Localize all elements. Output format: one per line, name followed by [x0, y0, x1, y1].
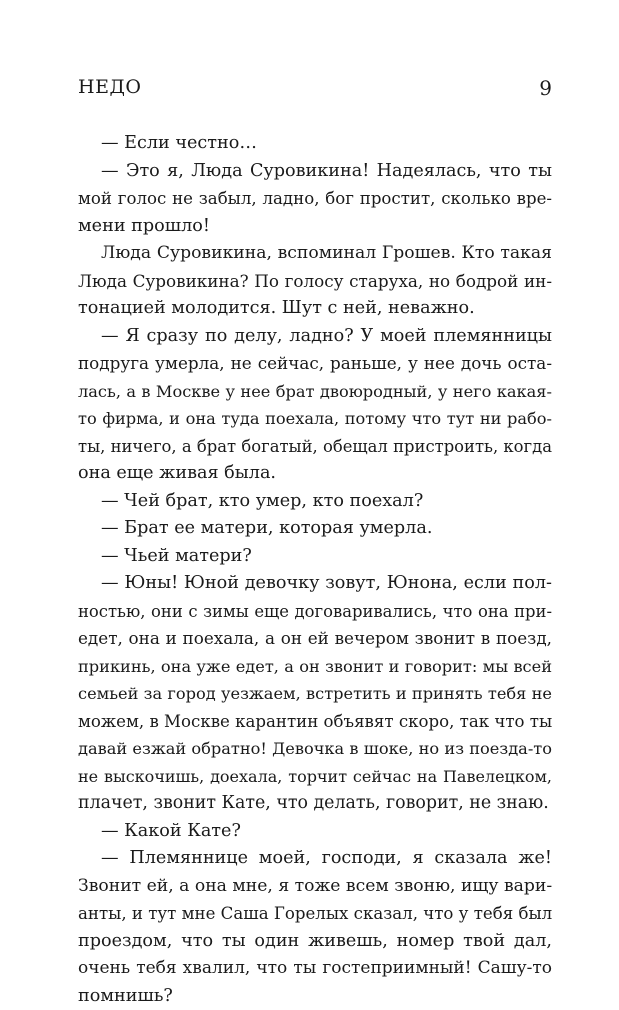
text-line: то фирма, и она туда поехала, потому что тут ни рабо- — [78, 405, 552, 433]
page-header — [78, 76, 552, 104]
text-line: — Юны! Юной девочку зовут, Юнона, если пол- — [78, 570, 552, 598]
text-line: Звонит ей, а она мне, я тоже всем звоню, ищу вари- — [78, 873, 552, 901]
text-line: — Чьей матери? — [78, 543, 552, 571]
text-line: едет, она и поехала, а он ей вечером звонит в поезд, — [78, 625, 552, 653]
text-line: подруга умерла, не сейчас, раньше, у нее дочь оста- — [78, 350, 552, 378]
text-line: мой голос не забыл, ладно, бог простит, сколько вре- — [78, 185, 552, 213]
text-line: плачет, звонит Кате, что делать, говорит, не знаю. — [78, 790, 552, 818]
text-line: анты, и тут мне Саша Горелых сказал, что у тебя был — [78, 900, 552, 928]
text-line: семьей за город уезжаем, встретить и принять тебя не — [78, 680, 552, 708]
text-line: — Брат ее матери, которая умерла. — [78, 515, 552, 543]
text-line: прикинь, она уже едет, а он звонит и говорит: мы всей — [78, 653, 552, 681]
text-line: — Это я, Люда Суровикина! Надеялась, что ты — [78, 158, 552, 186]
text-line: можем, в Москве карантин объявят скоро, так что ты — [78, 708, 552, 736]
text-line: — Если честно… — [78, 130, 552, 158]
text-line: — Какой Кате? — [78, 818, 552, 846]
text-line: помнишь? — [78, 983, 552, 1010]
text-line: лась, а в Москве у нее брат двоюродный, у него какая- — [78, 378, 552, 406]
text-line: очень тебя хвалил, что ты гостеприимный! Сашу-то — [78, 955, 552, 983]
text-line: не выскочишь, доехала, торчит сейчас на Павелецком, — [78, 763, 552, 791]
text-line: — Племяннице моей, господи, я сказала же! — [78, 845, 552, 873]
text-line: — Я сразу по делу, ладно? У моей племянницы — [78, 323, 552, 351]
text-line: проездом, что ты один живешь, номер твой дал, — [78, 928, 552, 956]
text-line: Люда Суровикина? По голосу старуха, но бодрой ин- — [78, 268, 552, 296]
text-line: тонацией молодится. Шут с ней, неважно. — [78, 295, 552, 323]
text-line: ты, ничего, а брат богатый, обещал пристроить, когда — [78, 433, 552, 461]
text-line: мени прошло! — [78, 213, 552, 241]
page-number: 9 — [539, 76, 552, 100]
text-line: Люда Суровикина, вспоминал Грошев. Кто такая — [78, 240, 552, 268]
body-text — [78, 130, 552, 1010]
text-line: она еще живая была. — [78, 460, 552, 488]
text-line: ностью, они с зимы еще договаривались, что она при- — [78, 598, 552, 626]
text-line: — Чей брат, кто умер, кто поехал? — [78, 488, 552, 516]
text-line: давай езжай обратно! Девочка в шоке, но из поезда-то — [78, 735, 552, 763]
running-title: НЕДО — [78, 76, 141, 98]
